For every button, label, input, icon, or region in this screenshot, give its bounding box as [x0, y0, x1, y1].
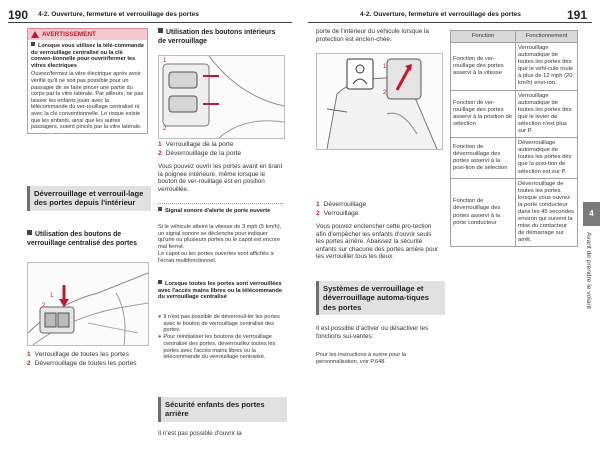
section-title-interior-locking: Déverrouillage et verrouil-lage des portes depuis l'intérieur — [27, 186, 151, 211]
paragraph-child-lock: Vous pouvez enclencher cette pro-tection afin d'empêcher les enfants d'ouvrir seuls les portes arrière. Abaissez la sécurité enfants sur chacune des portes arrière pour les verrouiller tous les deux. — [316, 223, 439, 261]
warning-box — [27, 28, 148, 134]
square-bullet-icon — [158, 207, 162, 211]
warning-triangle-icon — [31, 31, 39, 38]
table-cell: Fonction de déverrouillage des portes asservi à la porte conducteur — [451, 178, 516, 247]
paragraph-customization: Pour les instructions à suivre pour la personnalisation, voir P.648. — [316, 352, 407, 365]
locked-heading — [158, 280, 283, 301]
table-header-cell: Fonction — [451, 31, 516, 43]
square-bullet-icon — [158, 280, 162, 284]
signal-alert-title: Signal sonore d'alerte de porte ouverte — [165, 208, 271, 214]
square-bullet-icon — [158, 28, 163, 33]
table-cell: Déverrouillage de toutes les portes lorsque vous ouvrez la porte conducteur dans les 45 secondes environ qui suivent la mise du contacteur de démarrage sur arrêt. — [516, 178, 578, 247]
item-text: Verrouillage — [323, 210, 359, 218]
list-item — [27, 350, 147, 359]
item-number: 1 — [316, 201, 320, 208]
warning-subtitle — [28, 40, 147, 70]
callout-1: 1 — [383, 64, 387, 70]
paragraph-child-lock-continued: porte de l'intérieur du véhicule lorsque la protection est enclen-chée. — [316, 28, 429, 43]
table-row — [451, 138, 578, 178]
functions-table — [450, 30, 578, 247]
paragraph-front-doors: Vous pouvez ouvrir les portes avant en tirant la poignée intérieure, même lorsque le bouton de ver-rouillage est en position verrouillée. — [158, 163, 283, 193]
subheading-text: Utilisation des boutons de verrouillage centralisé des portes — [27, 231, 137, 247]
bullet-text: Il n'est pas possible de déverrouil-ler les portes avec le bouton de verrouillage centralisé des portes. — [163, 314, 280, 334]
list-item — [316, 209, 441, 218]
list-child-lock — [316, 200, 441, 219]
list-item — [316, 200, 441, 209]
locked-title: Lorsque toutes les portes sont verrouillées avec l'accès mains libres ou la télécommande du verrouillage centralisé — [158, 281, 283, 301]
table-cell: Fonction de ver-rouillage des portes asservi à la vitesse — [451, 43, 516, 91]
table-cell: Verrouillage automatique de toutes les portes dès que le levier de sélection n'est plus sur P. — [516, 90, 578, 138]
right-header-rule — [308, 22, 592, 23]
divider — [158, 203, 283, 204]
item-text: Déverrouillage de la porte — [165, 150, 242, 158]
square-bullet-icon — [31, 42, 35, 46]
right-chapter-title: 4-2. Ouverture, fermeture et verrouillage des portes — [360, 11, 521, 18]
door-panel-drawing — [28, 263, 148, 345]
dot-bullet-icon: ● — [158, 334, 162, 341]
illustration-central-lock-switch — [27, 262, 149, 346]
table-row — [451, 178, 578, 247]
callout-2: 2 — [383, 90, 387, 96]
item-number: 2 — [158, 150, 162, 158]
left-page-number: 190 — [8, 8, 29, 22]
section-title-child-safety: Sécurité enfants des portes arrière — [158, 397, 287, 422]
table-row — [451, 43, 578, 91]
locked-bullets — [158, 314, 283, 361]
signal-alert-heading — [158, 207, 283, 215]
paragraph-child-safety-start: Il n'est pas possible d'ouvrir la — [158, 430, 242, 437]
list-item — [158, 314, 283, 334]
chapter-tab: 4 — [583, 202, 600, 226]
subheading-central-lock-buttons — [27, 230, 147, 248]
table-header-row — [451, 31, 578, 43]
rear-door-drawing — [317, 54, 442, 149]
item-number: 2 — [27, 360, 31, 368]
signal-alert-text — [158, 224, 283, 264]
table-cell: Verrouillage automatique de toutes les portes dès que le véhi-cule roule à plus de 12 mph (20 km/h) envi-ron. — [516, 43, 578, 91]
callout-2: 2 — [42, 303, 46, 309]
warning-header — [28, 29, 147, 40]
table-cell: Fonction de ver-rouillage des portes asservi à la position de sélection — [451, 90, 516, 138]
table-cell: Fonction de déverrouillage des portes asservi à la posi-tion de sélection — [451, 138, 516, 178]
item-text: Verrouillage de la porte — [165, 141, 234, 148]
subheading-text: Utilisation des boutons intérieurs de verrouillage — [158, 29, 276, 45]
list-item — [27, 359, 147, 368]
list-item — [158, 140, 283, 149]
signal-alert-paragraph: Si le véhicule atteint la vitesse de 3 mph (5 km/h), un signal sonore se déclenche pour indiquer qu'une ou plusieurs portes ou le capot est encore mal fermé. — [158, 224, 282, 251]
bullet-text: Pour réinitialiser les boutons de verrouillage centralisé des portes, déverrouillez toutes les portes avec l'accès mains libres ou la télécommande du verrouillage centralisé. — [163, 334, 276, 361]
section-title-automatic-locking: Systèmes de verrouillage et déverrouillage automa-tiques des portes — [316, 281, 445, 315]
square-bullet-icon — [27, 230, 32, 235]
table-header-cell: Fonctionnement — [516, 31, 578, 43]
callout-1: 1 — [163, 58, 167, 64]
illustration-child-lock — [316, 53, 443, 150]
item-number: 2 — [316, 210, 320, 218]
signal-alert-paragraph-2: Le capot ou les portes ouvertes sont affichés à l'écran multifonctionnel. — [158, 250, 274, 264]
callout-2: 2 — [163, 126, 167, 132]
subheading-interior-lock-buttons — [158, 28, 283, 46]
item-text: Verrouillage de toutes les portes — [34, 351, 129, 358]
item-number: 1 — [27, 351, 31, 358]
list-item — [158, 334, 283, 361]
warning-subtitle-text: Lorsque vous utilisez la télé-commande du verrouillage centralisé ou la clé conven-tionnelle pour ouvrir/fermer les vitres électriques — [31, 43, 144, 69]
callout-1: 1 — [50, 293, 54, 299]
table-cell: Déverrouillage automatique de toutes les portes dès que la posi-tion de sélection est sur P. — [516, 138, 578, 178]
warning-title: AVERTISSEMENT — [42, 31, 96, 38]
door-handle-drawing — [159, 56, 284, 138]
dot-bullet-icon: ● — [158, 314, 162, 320]
list-interior-lock — [158, 140, 283, 159]
item-text: Déverrouillage de toutes les portes — [34, 360, 137, 368]
left-chapter-title: 4-2. Ouverture, fermeture et verrouillage des portes — [38, 11, 199, 18]
left-header-rule — [8, 22, 292, 23]
list-item — [158, 149, 283, 158]
list-central-lock — [27, 350, 147, 369]
warning-text: Ouvrez/fermez la vitre électrique après avoir vérifié qu'il ne soit pas possible pour un passager de se faire pincer une partie du corps par la vitre latérale. Par ailleurs, ne pas laisser les enfants jouer avec la télécommande du ver-rouillage centralisé ni avec la clé conventionnelle. Le risque existe que les enfants, ainsi que les autres passagers, soient pincés par la vitre latérale. — [31, 71, 144, 131]
item-number: 1 — [158, 141, 162, 148]
item-text: Déverrouillage — [323, 201, 367, 208]
table-row — [451, 90, 578, 138]
right-page-number: 191 — [567, 8, 588, 22]
chapter-tab-label: Avant de prendre le volant — [585, 232, 592, 309]
paragraph-enable-functions: Il est possible d'activer ou désactiver les fonctions sui-vantes: — [316, 325, 429, 340]
illustration-interior-lock — [158, 55, 285, 139]
